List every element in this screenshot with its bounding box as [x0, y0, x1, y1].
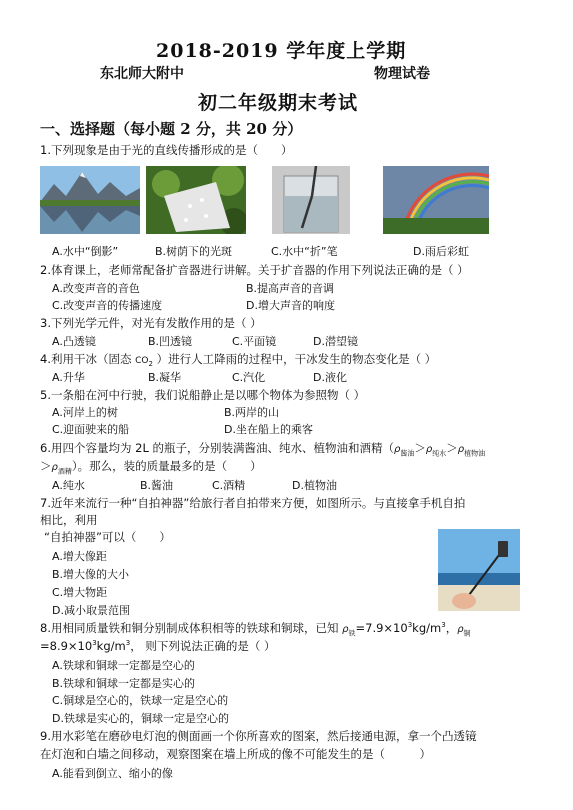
rho-symbol: ρ — [51, 462, 58, 473]
q2-option-c: C.改变声音的传播速度 — [52, 299, 163, 312]
question-5-stem: 5.一条船在河中行驶，我们说船静止是以哪个物体为参照物（ ） — [40, 388, 366, 402]
q8-option-c: C.铜球是空心的，铁球一定是空心的 — [52, 694, 229, 707]
q7-option-d: D.减小取景范围 — [52, 604, 130, 617]
copper-density-value: =8.9×10 — [40, 639, 93, 653]
leaf-shadow-image — [146, 166, 246, 234]
q6-option-b: B.酱油 — [140, 479, 174, 492]
q5-option-c: C.迎面驶来的船 — [52, 423, 130, 436]
q8-option-a: A.铁球和铜球一定都是空心的 — [52, 659, 195, 672]
unit-exponent: 3 — [441, 621, 446, 630]
question-2-stem: 2.体育课上，老师常配备扩音器进行讲解。关于扩音器的作用下列说法正确的是（ ） — [40, 263, 469, 277]
question-8-line-1 — [40, 620, 471, 638]
rho-copper-sub: 铜 — [463, 629, 471, 638]
rho-water-sub: 纯水 — [432, 449, 447, 458]
gt-sign: ＞ — [40, 459, 52, 473]
co2-text: CO — [135, 356, 149, 366]
q1-option-a: A.水中“倒影” — [52, 245, 119, 258]
q2-option-b: B.提高声音的音调 — [246, 282, 335, 295]
question-7-line-1: 7.近年来流行一种“自拍神器”给旅行者自拍带来方便，如图所示。与直接拿手机自拍 — [40, 496, 466, 510]
q6-option-c: C.酒精 — [212, 479, 246, 492]
rho-oil-sub: 植物油 — [464, 449, 486, 458]
exam-name: 初二年级期末考试 — [198, 92, 359, 114]
q5-option-d: D.坐在船上的乘客 — [224, 423, 313, 436]
density-unit: kg/m — [96, 639, 126, 653]
q1-option-d: D.雨后彩虹 — [413, 245, 469, 258]
q8-stem-tail: ， 则下列说法正确的是（ ） — [130, 639, 276, 653]
q8-option-b: B.铁球和铜球一定都是实心的 — [52, 677, 196, 690]
q4-option-d: D.液化 — [313, 371, 347, 384]
q2-option-a: A.改变声音的音色 — [52, 282, 140, 295]
q8-stem: 8.用相同质量铁和铜分别制成体积相等的铁球和铜球，已知 — [40, 621, 339, 635]
question-4-stem — [40, 351, 436, 368]
rho-symbol: ρ — [425, 444, 433, 455]
q6-option-a: A.纯水 — [52, 479, 85, 492]
rho-soy-sub: 酱油 — [400, 449, 415, 458]
q6-stem: 6.用四个容量均为 2L 的瓶子，分别装满酱油、纯水、植物油和酒精（ — [40, 441, 395, 455]
question-3-stem: 3.下列光学元件，对光有发散作用的是（ ） — [40, 316, 262, 330]
mountain-reflection-image — [40, 166, 140, 234]
school-name: 东北师大附中 — [100, 66, 184, 82]
question-9-line-1: 9.用水彩笔在磨砂电灯泡的侧面画一个你所喜欢的图案，然后接通电源，拿一个凸透镜 — [40, 729, 477, 743]
question-7-line-2: 相比，利用 — [40, 513, 98, 527]
q7-option-a: A.增大像距 — [52, 550, 107, 563]
question-1-stem: 1.下列现象是由于光的直线传播形成的是（ ） — [40, 143, 293, 157]
bent-pencil-image — [272, 166, 350, 234]
rho-iron-sub: 铁 — [348, 629, 356, 638]
copper-density-exponent: 3 — [92, 639, 97, 648]
question-9-line-2: 在灯泡和白墙之间移动，观察图案在墙上所成的像不可能发生的是（ ） — [40, 747, 431, 761]
question-6-line-2 — [40, 458, 262, 476]
q4-stem-part-b: ）进行人工降雨的过程中，干冰发生的物态变化是（ ） — [156, 352, 437, 366]
q7-option-c: C.增大物距 — [52, 586, 108, 599]
q6-stem-tail: ）。那么，装的质量最多的是（ ） — [71, 459, 262, 473]
selfie-stick-image — [438, 529, 520, 611]
q5-option-a: A.河岸上的树 — [52, 406, 118, 419]
rho-symbol: ρ — [342, 624, 349, 635]
comma: ， — [445, 621, 458, 635]
section-heading: 一、选择题（每小题 2 分，共 20 分） — [40, 120, 303, 138]
rho-symbol: ρ — [394, 444, 401, 455]
rainbow-image — [383, 166, 489, 234]
q4-option-c: C.汽化 — [232, 371, 266, 384]
q3-option-b: B.凹透镜 — [148, 335, 193, 348]
rho-alcohol-sub: 酒精 — [57, 467, 72, 476]
q3-option-a: A.凸透镜 — [52, 335, 96, 348]
unit-exponent: 3 — [125, 639, 131, 648]
iron-density-exponent: 3 — [407, 621, 413, 630]
q2-option-d: D.增大声音的响度 — [246, 299, 335, 312]
q8-option-d: D.铁球是实心的，铜球一定是空心的 — [52, 712, 229, 725]
q1-option-c: C.水中“折”笔 — [271, 245, 338, 258]
rho-symbol: ρ — [457, 624, 464, 635]
exam-year-title: 2018-2019 学年度上学期 — [156, 40, 407, 62]
question-7-line-3: “自拍神器”可以（ ） — [44, 530, 171, 544]
subject-name: 物理试卷 — [374, 66, 430, 82]
co2-formula — [135, 356, 153, 366]
q4-option-a: A.升华 — [52, 371, 85, 384]
q4-option-b: B.凝华 — [148, 371, 182, 384]
density-unit: kg/m — [412, 621, 442, 635]
q3-option-d: D.潜望镜 — [313, 335, 358, 348]
q9-option-a: A.能看到倒立、缩小的像 — [52, 767, 173, 780]
q6-option-d: D.植物油 — [292, 479, 337, 492]
iron-density-value: =7.9×10 — [355, 621, 408, 635]
co2-subscript: 2 — [148, 359, 153, 368]
q4-stem-part-a: 4.利用干冰（固态 — [40, 352, 132, 366]
rho-symbol: ρ — [457, 444, 465, 455]
q7-option-b: B.增大像的大小 — [52, 568, 130, 581]
question-8-line-2 — [40, 638, 276, 654]
gt-sign: ＞ — [414, 441, 426, 455]
q1-option-b: B.树荫下的光斑 — [155, 245, 233, 258]
q5-option-b: B.两岸的山 — [224, 406, 280, 419]
q3-option-c: C.平面镜 — [232, 335, 277, 348]
gt-sign: ＞ — [446, 441, 458, 455]
question-6-line-1 — [40, 440, 485, 458]
